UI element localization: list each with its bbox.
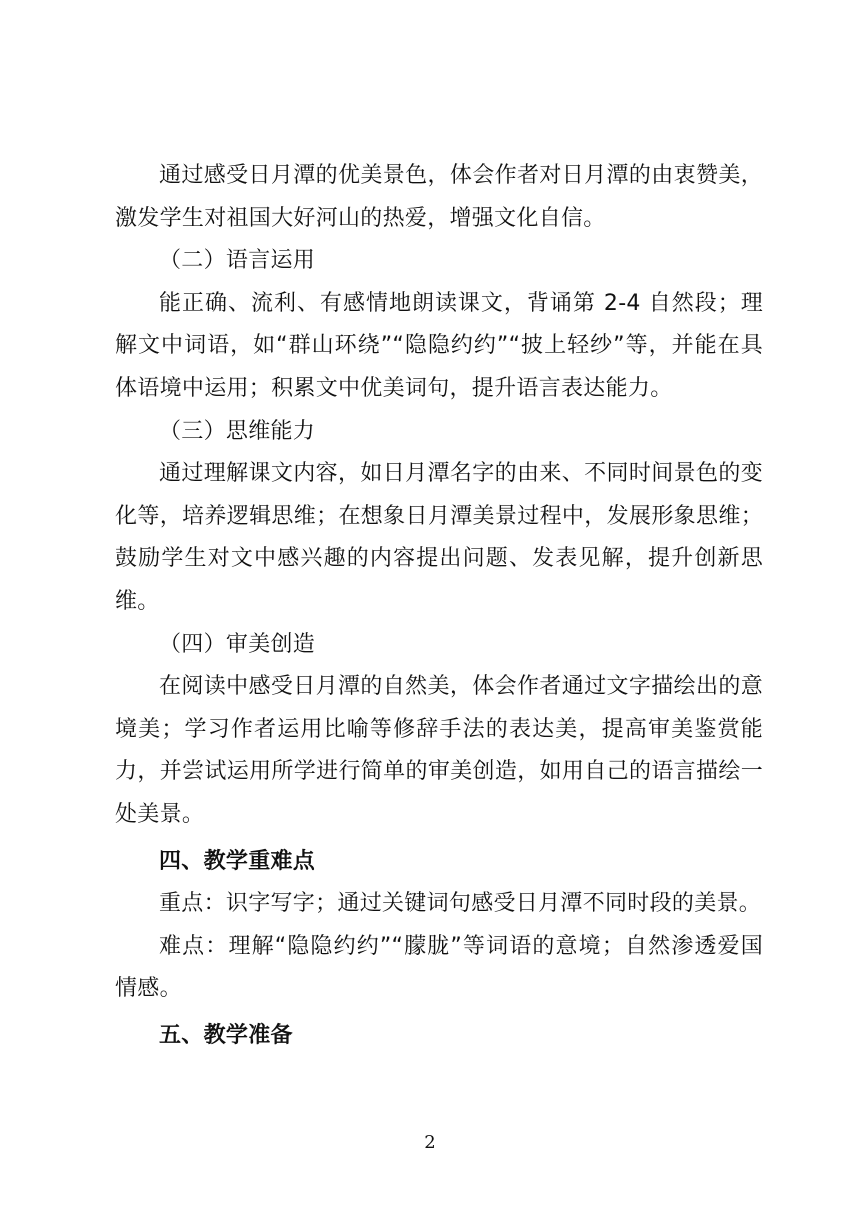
document-body xyxy=(115,155,763,1057)
subheading-aesthetic-creation: （四）审美创造 xyxy=(159,631,316,657)
section-heading-preparation: 五、教学准备 xyxy=(159,1022,293,1048)
paragraph-key-point: 重点：识字写字；通过关键词句感受日月潭不同时段的美景。 xyxy=(159,891,762,917)
page-number: 2 xyxy=(424,1132,436,1153)
subheading-thinking-ability: （三）思维能力 xyxy=(159,418,316,444)
paragraph-thinking-ability: 通过理解课文内容，如日月潭名字的由来、不同时间景色的变化等，培养逻辑思维；在想象日月潭美景过程中，发展形象思维；鼓励学生对文中感兴趣的内容提出问题、发表见解，提升创新思维。 xyxy=(115,461,763,614)
section-heading-key-points: 四、教学重难点 xyxy=(159,848,316,874)
paragraph-goal-culture: 通过感受日月潭的优美景色，体会作者对日月潭的由衷赞美，激发学生对祖国大好河山的热爱，增强文化自信。 xyxy=(115,163,763,231)
paragraph-language-use: 能正确、流利、有感情地朗读课文，背诵第 2-4 自然段；理解文中词语，如“群山环绕”“隐隐约约”“披上轻纱”等，并能在具体语境中运用；积累文中优美词句，提升语言表达能力。 xyxy=(115,290,763,401)
paragraph-aesthetic-creation: 在阅读中感受日月潭的自然美，体会作者通过文字描绘出的意境美；学习作者运用比喻等修辞手法的表达美，提高审美鉴赏能力，并尝试运用所学进行简单的审美创造，如用自己的语言描绘一处美景。 xyxy=(115,674,763,827)
subheading-language-use: （二）语言运用 xyxy=(159,248,316,274)
paragraph-difficult-point: 难点：理解“隐隐约约”“朦胧”等词语的意境；自然渗透爱国情感。 xyxy=(115,933,763,1002)
